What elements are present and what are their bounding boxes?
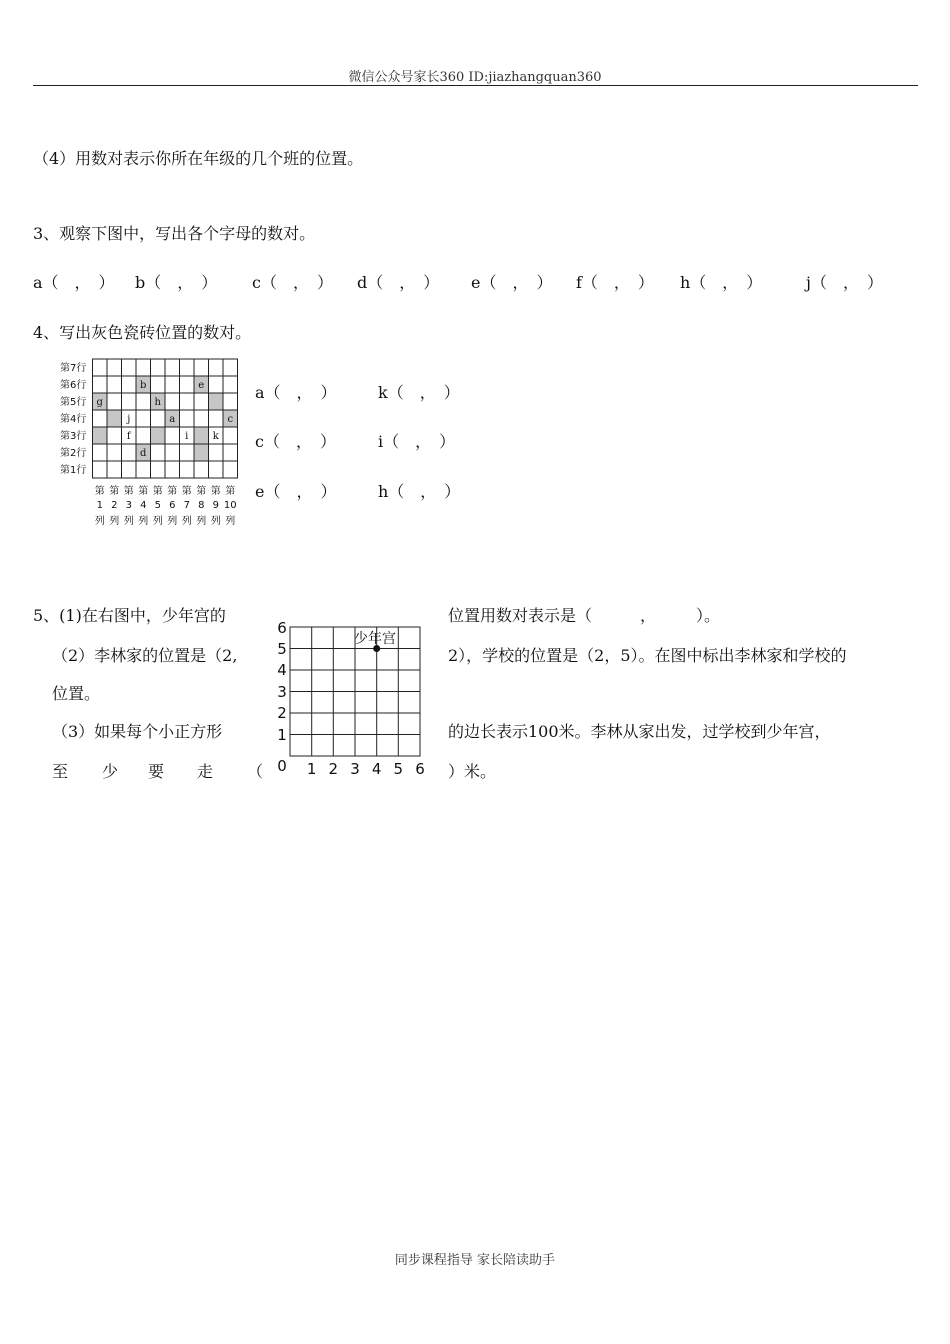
origin-label: 0: [277, 757, 287, 775]
row-label-2: 第2行: [60, 448, 87, 459]
blank-q4-h: h（ ， ）: [378, 482, 461, 501]
question-2-4: （4）用数对表示你所在年级的几个班的位置。: [33, 149, 364, 168]
tile-letter-h: h: [154, 397, 161, 408]
col-label-bottom: 列: [167, 516, 178, 527]
x-label-4: 4: [371, 760, 382, 778]
row-label-3: 第3行: [60, 431, 87, 442]
col-label-top: 第: [94, 486, 105, 497]
x-label-5: 5: [393, 760, 404, 778]
row-label-6: 第6行: [60, 380, 87, 391]
col-label-top: 第: [196, 486, 207, 497]
y-label-3: 3: [277, 683, 287, 701]
blank-f: f（ ， ）: [576, 273, 654, 292]
blank-c: c（ ， ）: [252, 273, 333, 292]
blank-a: a（ ， ）: [33, 273, 115, 292]
y-label-2: 2: [277, 704, 287, 722]
question-5-line2-right: 2），学校的位置是（2，5）。在图中标出李林家和学校的: [448, 646, 847, 665]
tile-grid-figure: [55, 356, 245, 532]
question-5-line1-right: 位置用数对表示是（ ， ）。: [448, 606, 721, 625]
blank-q4-e: e（ ， ）: [255, 482, 337, 501]
blank-h: h（ ， ）: [680, 273, 763, 292]
x-label-1: 1: [306, 760, 317, 778]
col-number: 6: [169, 500, 176, 511]
question-5-line5-right: ）米。: [448, 762, 497, 781]
col-label-top: 第: [181, 486, 192, 497]
col-label-bottom: 列: [181, 516, 192, 527]
col-number: 3: [125, 500, 132, 511]
question-5-line4-right: 的边长表示100米。李林从家出发，过学校到少年宫，: [448, 722, 831, 741]
tile-letter-d: d: [140, 448, 147, 459]
y-label-1: 1: [277, 726, 287, 744]
col-number: 5: [154, 500, 161, 511]
x-label-6: 6: [415, 760, 425, 778]
row-label-1: 第1行: [60, 465, 87, 476]
row-label-7: 第7行: [60, 363, 87, 374]
blank-j: j（ ， ）: [806, 273, 883, 292]
page-header: 微信公众号家长360 ID:jiazhangquan360: [348, 70, 602, 85]
question-5-line1-left: 5、(1)在右图中，少年宫的: [33, 606, 226, 625]
question-5-line2-left: （2）李林家的位置是（2,: [52, 646, 238, 665]
question-4-title: 4、写出灰色瓷砖位置的数对。: [33, 323, 252, 342]
col-label-bottom: 列: [225, 516, 236, 527]
col-label-top: 第: [152, 486, 163, 497]
tile-letter-e: e: [198, 380, 205, 391]
blank-q4-i: i（ ， ）: [378, 432, 456, 451]
blank-e: e（ ， ）: [471, 273, 553, 292]
col-label-bottom: 列: [152, 516, 163, 527]
x-label-3: 3: [350, 760, 360, 778]
blank-q4-c: c（ ， ）: [255, 432, 336, 451]
row-label-4: 第4行: [60, 414, 87, 425]
col-label-top: 第: [225, 486, 236, 497]
col-label-top: 第: [123, 486, 134, 497]
blank-d: d（ ， ）: [357, 273, 440, 292]
col-number: 4: [140, 500, 147, 511]
header-divider: [33, 85, 918, 86]
col-number: 9: [212, 500, 219, 511]
y-label-5: 5: [277, 640, 287, 658]
col-label-bottom: 列: [210, 516, 221, 527]
col-number: 2: [111, 500, 118, 511]
tile-letter-a: a: [169, 414, 176, 425]
col-number: 1: [96, 500, 103, 511]
y-label-6: 6: [277, 619, 287, 637]
col-label-bottom: 列: [94, 516, 105, 527]
col-label-bottom: 列: [196, 516, 207, 527]
col-label-top: 第: [109, 486, 120, 497]
col-number: 10: [223, 500, 237, 511]
tile-letter-k: k: [212, 431, 219, 442]
blank-q4-k: k（ ， ）: [378, 383, 460, 402]
col-label-top: 第: [138, 486, 149, 497]
col-number: 8: [198, 500, 205, 511]
row-label-5: 第5行: [60, 397, 87, 408]
page-footer: 同步课程指导 家长陪读助手: [394, 1253, 556, 1268]
blank-b: b（ ， ）: [135, 273, 218, 292]
tile-letter-g: g: [96, 397, 103, 408]
question-5-line4-left: （3）如果每个小正方形: [52, 722, 223, 741]
coordinate-grid-figure: [270, 612, 440, 782]
tile-letter-i: i: [185, 431, 189, 442]
col-label-bottom: 列: [138, 516, 149, 527]
x-label-2: 2: [328, 760, 339, 778]
question-3-title: 3、观察下图中，写出各个字母的数对。: [33, 224, 316, 243]
col-label-top: 第: [167, 486, 178, 497]
youth-palace-label: 少年宫: [354, 631, 396, 647]
tile-letter-c: c: [227, 414, 234, 425]
col-label-bottom: 列: [123, 516, 134, 527]
col-number: 7: [183, 500, 190, 511]
blank-q4-a: a（ ， ）: [255, 383, 337, 402]
y-label-4: 4: [277, 661, 287, 679]
tile-letter-j: j: [127, 414, 131, 425]
col-label-top: 第: [210, 486, 221, 497]
question-5-line3: 位置。: [52, 684, 101, 703]
tile-letter-b: b: [140, 380, 147, 391]
tile-letter-f: f: [126, 431, 131, 442]
col-label-bottom: 列: [109, 516, 120, 527]
